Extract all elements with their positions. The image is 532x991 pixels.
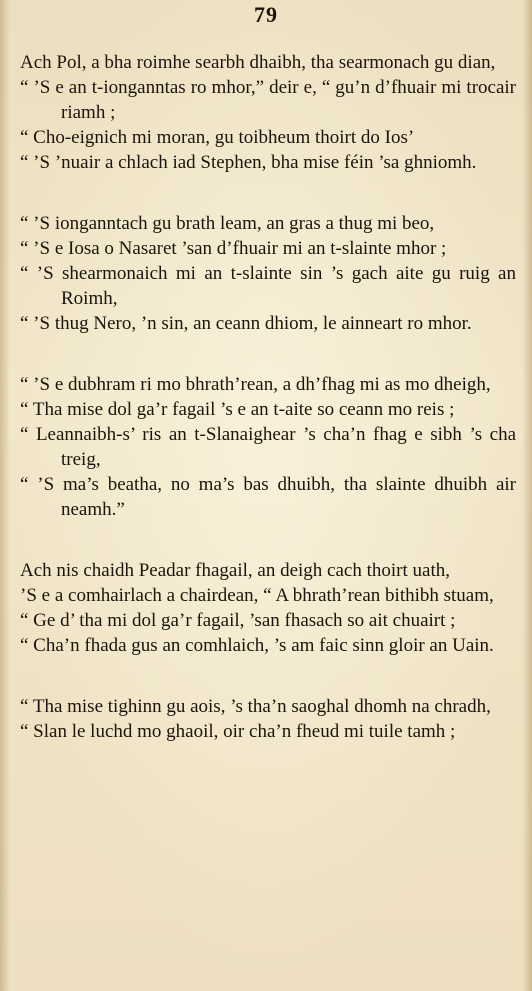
poem-text bbox=[20, 50, 516, 780]
stanza bbox=[20, 50, 516, 175]
verse-line: “ Leannaibh-s’ ris an t-Slanaighear ’s cha’n fhag e sibh ’s cha treig, bbox=[20, 424, 516, 470]
stanza bbox=[20, 694, 516, 744]
verse-line: “ ’S thug Nero, ’n sin, an ceann dhiom, le ainneart ro mhor. bbox=[20, 313, 472, 334]
verse-line: “ ’S ’nuair a chlach iad Stephen, bha mise féin ’sa ghniomh. bbox=[20, 152, 477, 173]
verse-line: Ach Pol, a bha roimhe searbh dhaibh, tha searmonach gu dian, bbox=[20, 52, 496, 73]
verse-line: “ Ge d’ tha mi dol ga’r fagail, ’san fhasach so ait chuairt ; bbox=[20, 610, 456, 631]
page-number: 79 bbox=[254, 2, 278, 27]
verse-line: “ ’S shearmonaich mi an t-slainte sin ’s gach aite gu ruig an Roimh, bbox=[20, 263, 516, 309]
verse-line: “ ’S e an t-ionganntas ro mhor,” deir e, “ gu’n d’fhuair mi trocair riamh ; bbox=[20, 77, 516, 123]
verse-line: ’S e a comhairlach a chairdean, “ A bhrath’rean bithibh stuam, bbox=[20, 585, 494, 606]
verse-line: “ ’S ma’s beatha, no ma’s bas dhuibh, tha slainte dhuibh air neamh.” bbox=[20, 474, 516, 520]
verse-line: “ Cha’n fhada gus an comhlaich, ’s am faic sinn gloir an Uain. bbox=[20, 635, 494, 656]
stanza bbox=[20, 211, 516, 336]
verse-line: “ Cho-eignich mi moran, gu toibheum thoirt do Ios’ bbox=[20, 127, 415, 148]
verse-line: “ Tha mise dol ga’r fagail ’s e an t-aite so ceann mo reis ; bbox=[20, 399, 455, 420]
verse-line: “ Tha mise tighinn gu aois, ’s tha’n saoghal dhomh na chradh, bbox=[20, 696, 491, 717]
verse-line: “ ’S e Iosa o Nasaret ’san d’fhuair mi an t-slainte mhor ; bbox=[20, 238, 447, 259]
verse-line: Ach nis chaidh Peadar fhagail, an deigh cach thoirt uath, bbox=[20, 560, 450, 581]
verse-line: “ ’S ionganntach gu brath leam, an gras a thug mi beo, bbox=[20, 213, 435, 234]
verse-line: “ Slan le luchd mo ghaoil, oir cha’n fheud mi tuile tamh ; bbox=[20, 721, 456, 742]
verse-line: “ ’S e dubhram ri mo bhrath’rean, a dh’fhag mi as mo dheigh, bbox=[20, 374, 491, 395]
stanza bbox=[20, 372, 516, 522]
page-edge-shadow-right bbox=[522, 0, 532, 991]
stanza bbox=[20, 558, 516, 658]
page-edge-shadow-left bbox=[0, 0, 10, 991]
